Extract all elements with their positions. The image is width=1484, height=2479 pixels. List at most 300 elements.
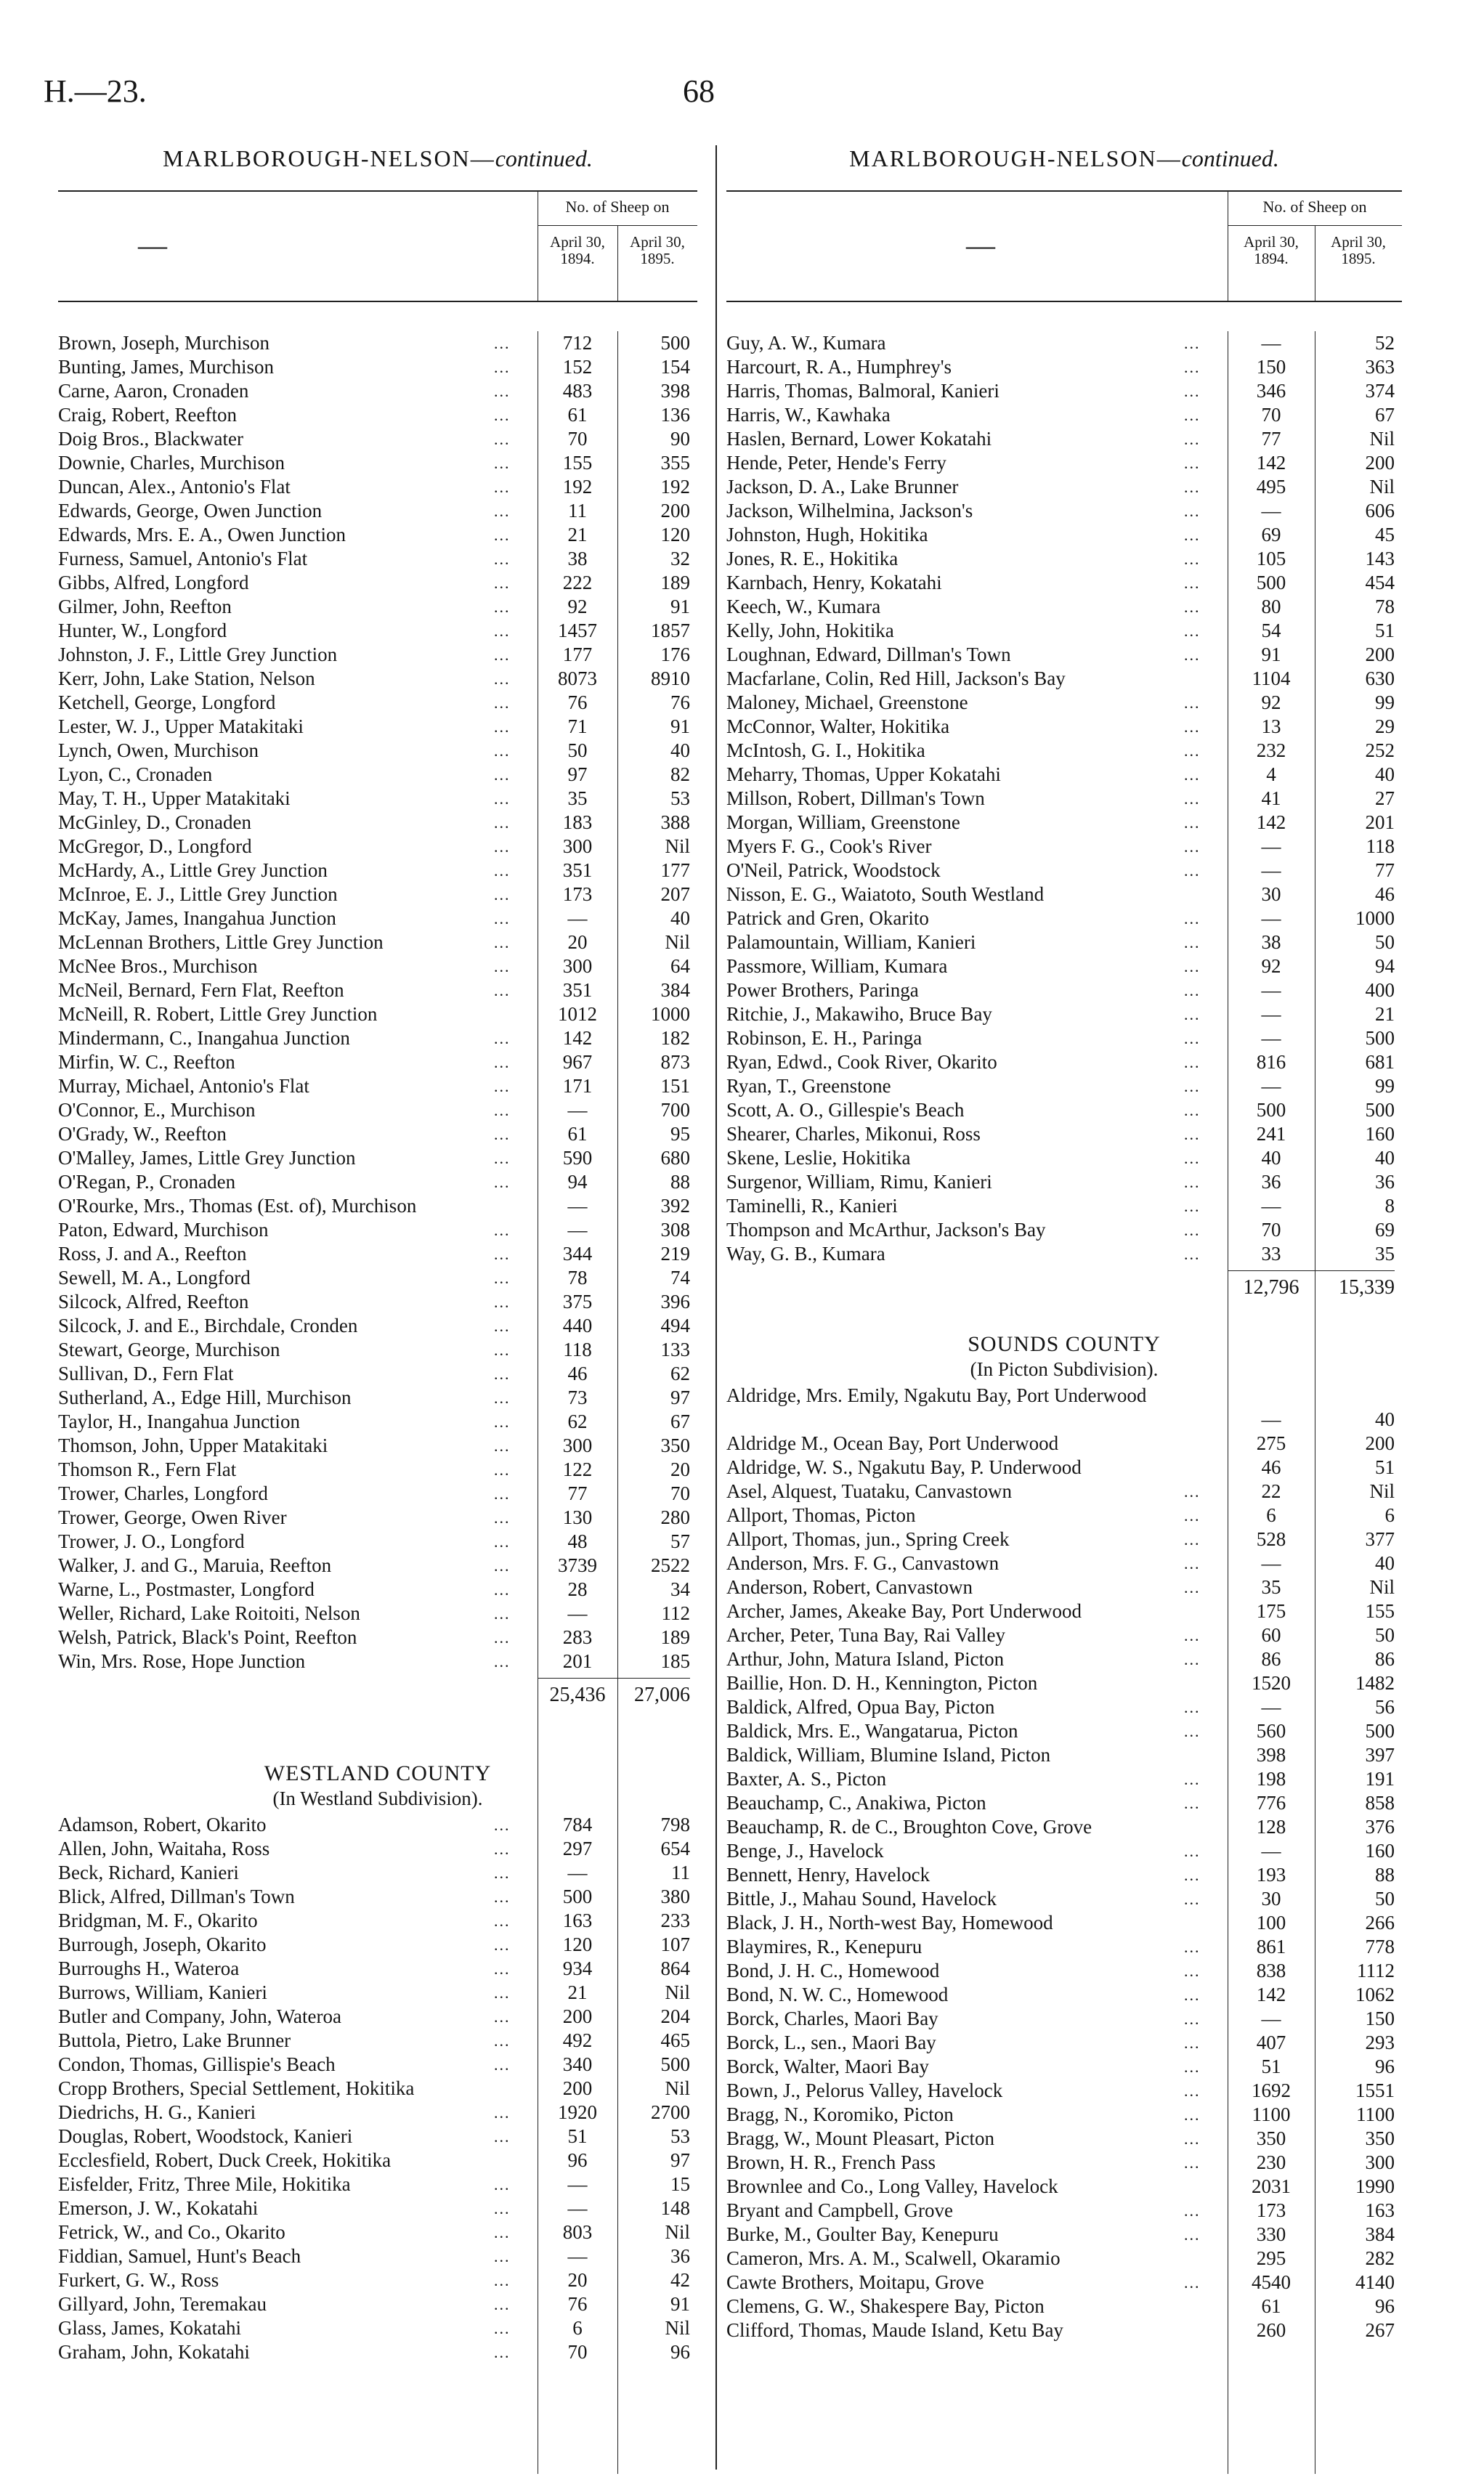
row-name: Eisfelder, Fritz, Three Mile, Hokitika: [58, 2173, 351, 2195]
table-row: [58, 619, 697, 643]
value-1895: 160: [1365, 1840, 1395, 1862]
value-1894: 375: [562, 1291, 593, 1312]
row-name: Asel, Alquest, Tuataku, Canvastown: [726, 1480, 1013, 1502]
row-name: Aldridge, Mrs. Emily, Ngakutu Bay, Port Underwood: [726, 1384, 1147, 1406]
header-col-1894: April 30, 1894.: [1244, 233, 1299, 267]
header-group: No. of Sheep on: [565, 198, 670, 216]
row-name: Mirfin, W. C., Reefton: [58, 1051, 235, 1073]
value-1894: 46: [567, 1363, 588, 1384]
value-1894: 483: [562, 380, 593, 402]
value-1895: 384: [660, 979, 690, 1001]
value-1895: 350: [660, 1435, 690, 1456]
row-name: Baldick, Mrs. E., Wangatarua, Picton: [726, 1720, 1018, 1742]
table-row: [726, 1242, 1402, 1266]
row-name: O'Malley, James, Little Grey Junction: [58, 1147, 356, 1169]
value-1894: 838: [1256, 1960, 1286, 1981]
leader-dots: ...: [1184, 550, 1201, 568]
row-name: Power Brothers, Paringa: [726, 979, 919, 1001]
row-name: Sutherland, A., Edge Hill, Murchison: [58, 1387, 352, 1408]
value-1895: 282: [1365, 2247, 1395, 2269]
value-1895: 86: [1375, 1648, 1395, 1670]
value-1894: 96: [567, 2149, 588, 2171]
leader-dots: ...: [494, 1413, 511, 1431]
value-1894: 1100: [1252, 2103, 1291, 2125]
value-1894: —: [1261, 2008, 1281, 2029]
value-1894: 173: [1256, 2199, 1286, 2221]
leader-dots: ...: [1184, 1962, 1201, 1980]
value-1895: 873: [660, 1051, 690, 1073]
leader-dots: ...: [1184, 933, 1201, 952]
value-1894: —: [567, 2173, 588, 2195]
table-row: [58, 2292, 697, 2316]
value-1894: 275: [1256, 1432, 1286, 1454]
value-1894: 54: [1261, 620, 1281, 641]
leader-dots: ...: [1184, 1650, 1201, 1668]
table-row: [58, 1386, 697, 1410]
value-1894: 86: [1261, 1648, 1281, 1670]
leader-dots: ...: [494, 1389, 511, 1407]
row-name: Palamountain, William, Kanieri: [726, 931, 976, 953]
leader-dots: ...: [494, 2343, 511, 2361]
value-1895: 280: [660, 1506, 690, 1528]
value-1895: 45: [1375, 524, 1395, 545]
leader-dots: ...: [494, 2103, 511, 2122]
leader-dots: ...: [1184, 2226, 1201, 2244]
value-1894: 776: [1256, 1792, 1286, 1814]
row-name: Archer, James, Akeake Bay, Port Underwood: [726, 1600, 1082, 1622]
left-column: [58, 145, 697, 2364]
table-row: [58, 1410, 697, 1434]
row-name: Borck, Walter, Maori Bay: [726, 2056, 929, 2077]
value-1895: 376: [1365, 1816, 1395, 1838]
value-1895: 388: [660, 811, 690, 833]
table-row: [726, 715, 1402, 739]
leader-dots: ...: [494, 1840, 511, 1858]
row-name: McNeill, R. Robert, Little Grey Junction: [58, 1003, 378, 1025]
table-row: [726, 1170, 1402, 1194]
value-1894: 38: [567, 548, 588, 569]
table-row: [726, 1026, 1402, 1050]
value-1894: 351: [562, 979, 593, 1001]
row-name: O'Neil, Patrick, Woodstock: [726, 859, 941, 881]
value-1895: 40: [1375, 1408, 1395, 1430]
value-1895: 32: [670, 548, 690, 569]
value-1895: 2700: [651, 2101, 690, 2123]
table-row: [58, 2101, 697, 2125]
row-name: Anderson, Robert, Canvastown: [726, 1576, 973, 1598]
value-1895: 143: [1365, 548, 1395, 569]
value-1895: 500: [1365, 1099, 1395, 1121]
value-1895: 680: [660, 1147, 690, 1169]
value-1894: —: [1261, 1552, 1281, 1574]
table-row: [726, 1194, 1402, 1218]
row-name: Robinson, E. H., Paringa: [726, 1027, 923, 1049]
value-1894: 171: [562, 1075, 593, 1097]
row-name: Murray, Michael, Antonio's Flat: [58, 1075, 309, 1097]
leader-dots: ...: [494, 1125, 511, 1143]
value-1895: 78: [1375, 596, 1395, 617]
header-col-1895: April 30, 1895.: [630, 233, 685, 267]
leader-dots: ...: [494, 1557, 511, 1575]
row-name: Cropp Brothers, Special Settlement, Hokitika: [58, 2077, 415, 2099]
value-1895: 67: [1375, 404, 1395, 426]
row-name: Patrick and Gren, Okarito: [726, 907, 929, 929]
row-name: McNeil, Bernard, Fern Flat, Reefton: [58, 979, 344, 1001]
value-1894: 118: [563, 1339, 592, 1360]
value-1895: 1100: [1356, 2103, 1395, 2125]
value-1895: 189: [660, 1626, 690, 1648]
leader-dots: ...: [494, 1984, 511, 2002]
leader-dots: ...: [494, 957, 511, 975]
value-1894: 8073: [558, 668, 597, 689]
value-1894: 91: [1261, 644, 1281, 665]
value-1895: 36: [670, 2245, 690, 2267]
right-section-title: MARLBOROUGH-NELSON—continued.: [849, 145, 1279, 171]
row-name: McGregor, D., Longford: [58, 835, 252, 857]
leader-dots: ...: [1184, 790, 1201, 808]
table-row: [58, 1458, 697, 1482]
leader-dots: ...: [494, 334, 511, 352]
row-name: Gilmer, John, Reefton: [58, 596, 232, 617]
value-1895: 96: [1375, 2056, 1395, 2077]
row-name: Borck, Charles, Maori Bay: [726, 2008, 938, 2029]
table-row: [726, 883, 1402, 906]
table-row: [726, 475, 1402, 499]
table-row: [58, 1626, 697, 1650]
value-1894: 297: [562, 1838, 593, 1859]
value-1895: 252: [1365, 739, 1395, 761]
leader-dots: ...: [494, 574, 511, 592]
leader-dots: ...: [494, 1053, 511, 1071]
leader-dots: ...: [494, 1816, 511, 1834]
value-1895: Nil: [665, 835, 690, 857]
row-name: Lyon, C., Cronaden: [58, 763, 213, 785]
value-1894: 3739: [558, 1554, 597, 1576]
row-name: Ryan, Edwd., Cook River, Okarito: [726, 1051, 997, 1073]
value-1895: 858: [1365, 1792, 1395, 1814]
leader-dots: ...: [494, 2271, 511, 2289]
table-row: [726, 1218, 1402, 1242]
value-1895: 397: [1365, 1744, 1395, 1766]
row-name: Craig, Robert, Reefton: [58, 404, 237, 426]
value-1894: —: [567, 1219, 588, 1241]
table-row: [726, 427, 1402, 451]
value-1895: 11: [671, 1862, 690, 1883]
table-row: [726, 2199, 1402, 2223]
value-1895: 51: [1375, 1456, 1395, 1478]
right-column: [726, 145, 1402, 2342]
value-1894: 6: [572, 2317, 583, 2339]
leader-dots: ...: [494, 382, 511, 400]
leader-dots: ...: [494, 2175, 511, 2194]
table-row: [726, 1480, 1402, 1504]
row-name: Furness, Samuel, Antonio's Flat: [58, 548, 308, 569]
row-name: Hende, Peter, Hende's Ferry: [726, 452, 946, 474]
row-name: Harris, Thomas, Balmoral, Kanieri: [726, 380, 1000, 402]
table-row: [726, 1911, 1402, 1935]
leader-dots: ...: [494, 1485, 511, 1503]
row-name: Hunter, W., Longford: [58, 620, 227, 641]
table-row: [58, 883, 697, 906]
value-1895: 377: [1365, 1528, 1395, 1550]
table-row: [58, 499, 697, 523]
value-1895: 70: [670, 1482, 690, 1504]
leader-dots: ...: [494, 1077, 511, 1095]
table-row: [726, 2103, 1402, 2127]
leader-dots: ...: [1184, 382, 1201, 400]
value-1895: 700: [660, 1099, 690, 1121]
value-1895: 798: [660, 1814, 690, 1835]
table-row: [58, 1338, 697, 1362]
value-1895: 1482: [1355, 1672, 1395, 1694]
row-name: Skene, Leslie, Hokitika: [726, 1147, 911, 1169]
leader-dots: ...: [494, 2127, 511, 2146]
table-row: [726, 1791, 1402, 1815]
table-row: [58, 331, 697, 355]
table-row: [58, 475, 697, 499]
header-group: No. of Sheep on: [1262, 198, 1367, 216]
value-1894: 560: [1256, 1720, 1286, 1742]
value-1894: 61: [567, 404, 588, 426]
value-1895: 1112: [1357, 1960, 1395, 1981]
leader-dots: ...: [494, 1437, 511, 1455]
county-subtitle-westland: (In Westland Subdivision).: [272, 1788, 483, 1809]
row-name: Beauchamp, C., Anakiwa, Picton: [726, 1792, 986, 1814]
row-name: Karnbach, Henry, Kokatahi: [726, 572, 942, 593]
value-1894: 241: [1256, 1123, 1286, 1145]
value-1894: 934: [562, 1957, 593, 1979]
county-title-westland: WESTLAND COUNTY: [264, 1761, 492, 1785]
leader-dots: ...: [1184, 694, 1201, 712]
row-name: Burrough, Joseph, Okarito: [58, 1934, 267, 1955]
leader-dots: ...: [1184, 502, 1201, 520]
row-name: Baldick, Alfred, Opua Bay, Picton: [726, 1696, 995, 1718]
value-1894: 70: [1261, 404, 1281, 426]
value-1895: 151: [660, 1075, 690, 1097]
value-1894: 152: [562, 356, 593, 378]
value-1894: 11: [568, 500, 587, 522]
value-1895: 91: [670, 2293, 690, 2315]
value-1894: 344: [562, 1243, 593, 1265]
table-row: [726, 1146, 1402, 1170]
leader-dots: ...: [1184, 1842, 1201, 1860]
value-1895: Nil: [665, 2221, 690, 2243]
leader-dots: ...: [1184, 1173, 1201, 1191]
value-1894: —: [1261, 907, 1281, 929]
page-ref: H.—23.: [44, 73, 147, 109]
table-row: [726, 763, 1402, 787]
table-row: [58, 1098, 697, 1122]
leader-dots: ...: [1184, 1197, 1201, 1215]
value-1894: 500: [1256, 1099, 1286, 1121]
table-row: [726, 954, 1402, 978]
table-row: [58, 1957, 697, 1981]
leader-dots: ...: [1184, 861, 1201, 880]
value-1895: Nil: [665, 931, 690, 953]
value-1895: 107: [660, 1934, 690, 1955]
total-1894: 12,796: [1243, 1276, 1299, 1299]
header-col-1895: April 30, 1895.: [1331, 233, 1386, 267]
table-row: [58, 2053, 697, 2077]
leader-dots: ...: [494, 1581, 511, 1599]
value-1894: 1104: [1252, 668, 1291, 689]
value-1895: 654: [660, 1838, 690, 1859]
leader-dots: ...: [1184, 1149, 1201, 1167]
value-1895: 50: [1375, 931, 1395, 953]
value-1894: —: [1261, 332, 1281, 354]
value-1895: 155: [1365, 1600, 1395, 1622]
value-1894: 967: [562, 1051, 593, 1073]
value-1895: 267: [1365, 2319, 1395, 2341]
value-1894: 398: [1256, 1744, 1286, 1766]
value-1895: 40: [670, 739, 690, 761]
value-1895: 191: [1365, 1768, 1395, 1790]
value-1894: 48: [567, 1530, 588, 1552]
row-name: Cameron, Mrs. A. M., Scalwell, Okaramio: [726, 2247, 1061, 2269]
table-row: [726, 2223, 1402, 2247]
value-1895: 27: [1375, 787, 1395, 809]
value-1894: 1920: [558, 2101, 597, 2123]
value-1894: —: [1261, 1003, 1281, 1025]
row-name: Bridgman, M. F., Okarito: [58, 1910, 258, 1931]
table-row: [726, 619, 1402, 643]
row-name: Keech, W., Kumara: [726, 596, 881, 617]
table-row: [726, 2318, 1402, 2342]
value-1895: 300: [1365, 2151, 1395, 2173]
row-name: Glass, James, Kokatahi: [58, 2317, 241, 2339]
value-1894: 46: [1261, 1456, 1281, 1478]
value-1895: 189: [660, 572, 690, 593]
table-row: [58, 379, 697, 403]
value-1894: 6: [1266, 1504, 1276, 1526]
leader-dots: ...: [1184, 718, 1201, 736]
value-1894: —: [567, 907, 588, 929]
value-1895: 136: [660, 404, 690, 426]
leader-dots: ...: [494, 2008, 511, 2026]
table-row: [58, 1909, 697, 1933]
value-1894: —: [1261, 1408, 1281, 1430]
row-name: Kelly, John, Hokitika: [726, 620, 894, 641]
leader-dots: ...: [1184, 2034, 1201, 2052]
value-1894: 62: [567, 1411, 588, 1432]
table-row: [58, 355, 697, 379]
table-row: [58, 1650, 697, 1673]
row-name: Ecclesfield, Robert, Duck Creek, Hokitika: [58, 2149, 392, 2171]
county-subtitle-sounds: (In Picton Subdivision).: [970, 1358, 1159, 1380]
value-1894: 440: [562, 1315, 593, 1336]
table-row: [726, 547, 1402, 571]
value-1895: 118: [1366, 835, 1395, 857]
value-1894: 407: [1256, 2032, 1286, 2053]
value-1895: 494: [660, 1315, 690, 1336]
value-1895: 112: [661, 1602, 690, 1624]
left-table-header: [58, 190, 697, 302]
table-row: [58, 2316, 697, 2340]
row-name: Lynch, Owen, Murchison: [58, 739, 259, 761]
table-row: [58, 1074, 697, 1098]
table-row: [58, 930, 697, 954]
row-name: Bond, N. W. C., Homewood: [726, 1984, 949, 2005]
leader-dots: ...: [1184, 526, 1201, 544]
row-name: Allen, John, Waitaha, Ross: [58, 1838, 270, 1859]
value-1894: 122: [562, 1458, 593, 1480]
value-1895: 355: [660, 452, 690, 474]
row-name: Borck, L., sen., Maori Bay: [726, 2032, 936, 2053]
value-1895: Nil: [665, 2317, 690, 2339]
row-name: Lester, W. J., Upper Matakitaki: [58, 715, 304, 737]
value-1894: 260: [1256, 2319, 1286, 2341]
value-1894: 500: [562, 1886, 593, 1907]
leader-dots: ...: [1184, 1722, 1201, 1740]
table-row: [726, 1863, 1402, 1887]
value-1895: 1990: [1355, 2175, 1395, 2197]
table-row: [58, 2149, 697, 2172]
table-row: [726, 2055, 1402, 2079]
row-name: Shearer, Charles, Mikonui, Ross: [726, 1123, 981, 1145]
value-1894: —: [1261, 1696, 1281, 1718]
table-row: [58, 1861, 697, 1885]
leader-dots: ...: [494, 1173, 511, 1191]
value-1894: 73: [567, 1387, 588, 1408]
leader-dots: ...: [494, 1960, 511, 1978]
leader-dots: ...: [494, 2247, 511, 2265]
value-1895: 500: [1365, 1720, 1395, 1742]
value-1895: 8: [1384, 1195, 1395, 1217]
value-1895: 606: [1365, 500, 1395, 522]
row-name: Taylor, H., Inangahua Junction: [58, 1411, 300, 1432]
table-row: [726, 1456, 1402, 1480]
value-1894: 198: [1256, 1768, 1286, 1790]
table-row: [58, 1314, 697, 1338]
table-row: [58, 1554, 697, 1578]
row-name: Baldick, William, Blumine Island, Picton: [726, 1744, 1051, 1766]
value-1895: 454: [1365, 572, 1395, 593]
leader-dots: ...: [1184, 2010, 1201, 2028]
total-1895: 27,006: [634, 1684, 690, 1706]
value-1894: 77: [1261, 428, 1281, 450]
table-row: [58, 954, 697, 978]
value-1894: —: [1261, 1840, 1281, 1862]
row-name: Bond, J. H. C., Homewood: [726, 1960, 940, 1981]
row-name: McNee Bros., Murchison: [58, 955, 258, 977]
value-1895: 50: [1375, 1888, 1395, 1910]
row-name: Jones, R. E., Hokitika: [726, 548, 899, 569]
leader-dots: ...: [494, 478, 511, 496]
row-name: Bittle, J., Mahau Sound, Havelock: [726, 1888, 997, 1910]
value-1894: 142: [1256, 811, 1286, 833]
leader-dots: ...: [1184, 1986, 1201, 2004]
leader-dots: ...: [494, 358, 511, 376]
leader-dots: ...: [1184, 1938, 1201, 1956]
table-row: [58, 2244, 697, 2268]
leader-dots: ...: [494, 2199, 511, 2218]
value-1894: 38: [1261, 931, 1281, 953]
table-row: [58, 523, 697, 547]
value-1895: 95: [670, 1123, 690, 1145]
table-row: [726, 930, 1402, 954]
table-row: [726, 1767, 1402, 1791]
leader-dots: ...: [1184, 646, 1201, 664]
table-row: [58, 1242, 697, 1266]
value-1895: 1062: [1355, 1984, 1395, 2005]
value-1895: 6: [1384, 1504, 1395, 1526]
value-1895: 88: [1375, 1864, 1395, 1886]
row-name: Trower, Charles, Longford: [58, 1482, 268, 1504]
row-name: Douglas, Robert, Woodstock, Kanieri: [58, 2125, 353, 2147]
value-1895: 308: [660, 1219, 690, 1241]
value-1895: 200: [1365, 1432, 1395, 1454]
value-1894: 105: [1256, 548, 1286, 569]
